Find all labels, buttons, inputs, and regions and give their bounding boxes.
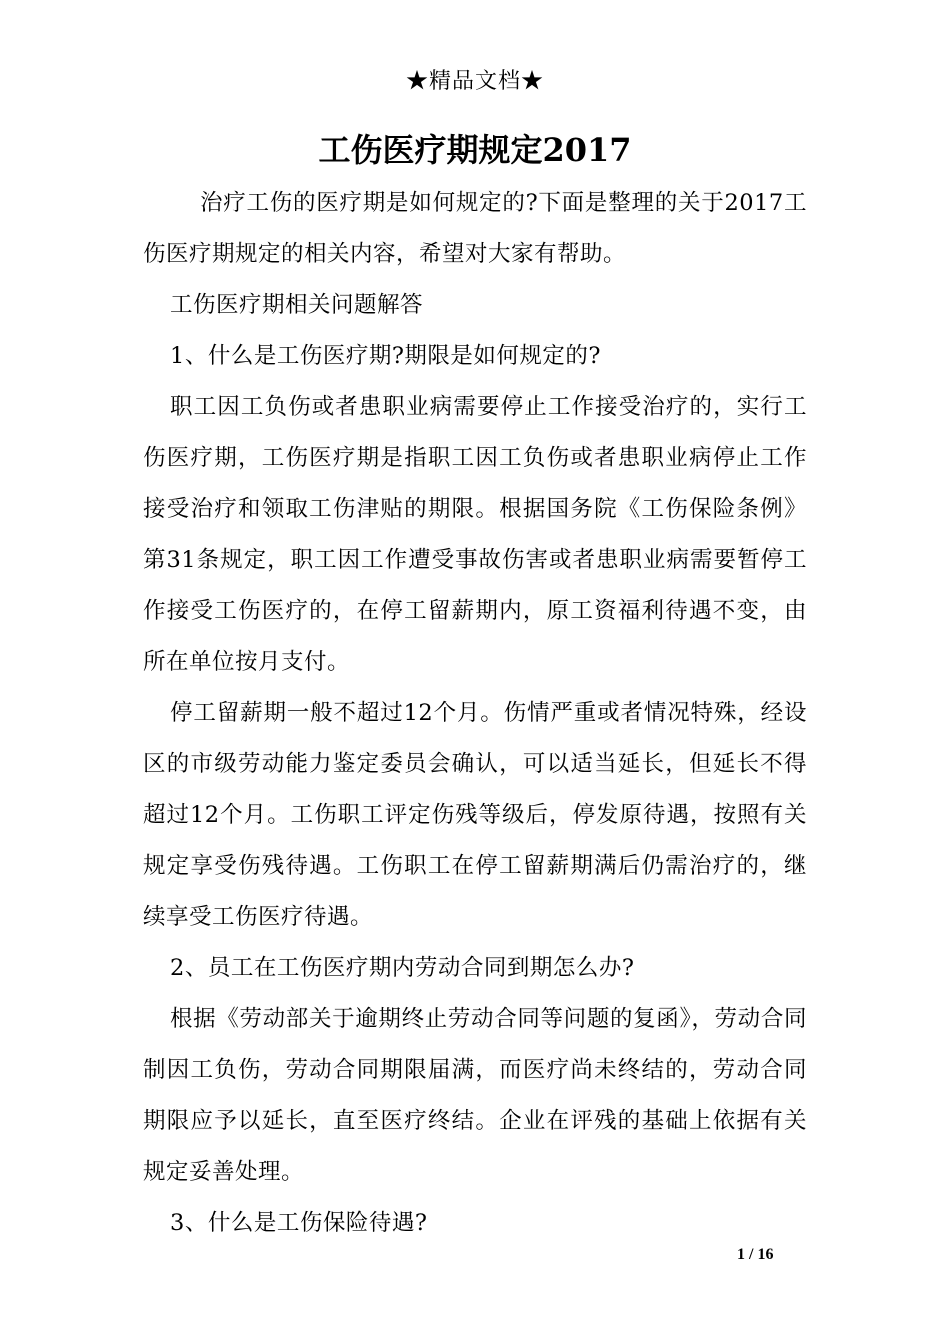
paragraph-intro: 治疗工伤的医疗期是如何规定的?下面是整理的关于2017工伤医疗期规定的相关内容，希望对大家有帮助。 bbox=[143, 190, 807, 267]
paragraph-question-1: 1、什么是工伤医疗期?期限是如何规定的? bbox=[170, 343, 601, 369]
document-body bbox=[143, 178, 807, 1249]
paragraph-question-3: 3、什么是工伤保险待遇? bbox=[170, 1210, 428, 1236]
document-title: 工伤医疗期规定2017 bbox=[318, 131, 632, 169]
page-number: 1 / 16 bbox=[737, 1246, 774, 1263]
page-header: ★精品文档★ bbox=[405, 69, 544, 94]
paragraph-answer-1a: 职工因工负伤或者患职业病需要停止工作接受治疗的，实行工伤医疗期，工伤医疗期是指职工因工负伤或者患职业病停止工作接受治疗和领取工伤津贴的期限。根据国务院《工伤保险条例》第31条规定，职工因工作遭受事故伤害或者患职业病需要暂停工作接受工伤医疗的，在停工留薪期内，原工资福利待遇不变，由所在单位按月支付。 bbox=[143, 394, 807, 675]
paragraph-answer-2: 根据《劳动部关于逾期终止劳动合同等问题的复函》，劳动合同制因工负伤，劳动合同期限届满，而医疗尚未终结的，劳动合同期限应予以延长，直至医疗终结。企业在评残的基础上依据有关规定妥善处理。 bbox=[143, 1006, 807, 1185]
paragraph-answer-1b: 停工留薪期一般不超过12个月。伤情严重或者情况特殊，经设区的市级劳动能力鉴定委员会确认，可以适当延长，但延长不得超过12个月。工伤职工评定伤残等级后，停发原待遇，按照有关规定享受伤残待遇。工伤职工在停工留薪期满后仍需治疗的，继续享受工伤医疗待遇。 bbox=[143, 700, 807, 930]
paragraph-section-heading: 工伤医疗期相关问题解答 bbox=[170, 292, 424, 318]
paragraph-question-2: 2、员工在工伤医疗期内劳动合同到期怎么办? bbox=[170, 955, 635, 981]
